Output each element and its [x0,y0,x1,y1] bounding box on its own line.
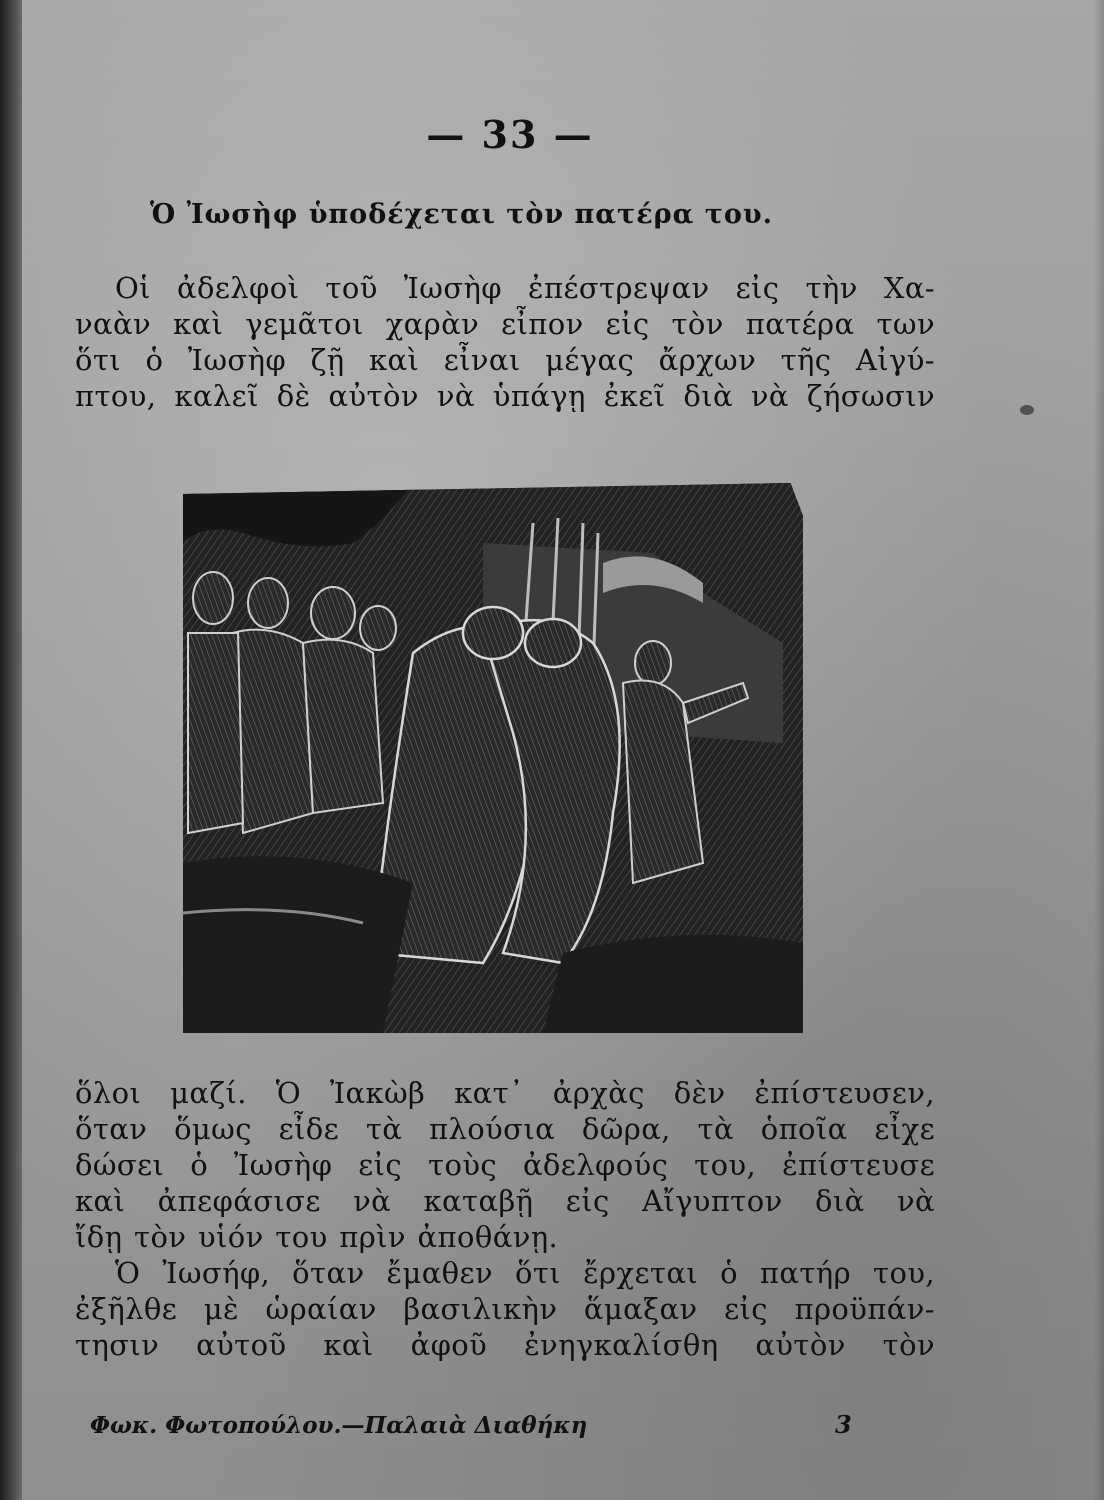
footer-signature-number: 3 [835,1410,852,1439]
page-binding-edge [0,0,22,1500]
text-line: Ὁ Ἰωσήφ, ὅταν ἔμαθεν ὅτι ἔρχεται ὁ πατήρ του, [115,1256,935,1290]
engraving-image [183,483,803,1033]
paragraph-1 [75,270,935,414]
text-line: ὅλοι μαζί. Ὁ Ἰακὼβ κατ᾽ ἀρχὰς δὲν ἐπίστευσεν, [75,1076,935,1110]
text-line: ναὰν καὶ γεμᾶτοι χαρὰν εἶπον εἰς τὸν πατέρα των [75,307,935,341]
text-line: ὅτι ὁ Ἰωσὴφ ζῇ καὶ εἶναι μέγας ἄρχων τῆς Αἰγύ- [75,343,935,377]
text-line: ὅταν ὅμως εἶδε τὰ πλούσια δῶρα, τὰ ὁποῖα εἶχε [75,1112,935,1146]
text-line: πτου, καλεῖ δὲ αὐτὸν νὰ ὑπάγῃ ἐκεῖ διὰ νὰ ζήσωσιν [75,379,935,413]
paragraph-2 [75,1075,935,1363]
text-line: ἴδῃ τὸν υἱόν του πρὶν ἀποθάνῃ. [75,1220,559,1254]
ink-smudge [1020,405,1034,415]
page-number: — 33 — [426,112,594,157]
text-line: καὶ ἀπεφάσισε νὰ καταβῇ εἰς Αἴγυπτον διὰ νὰ [75,1184,935,1218]
chapter-title: Ὁ Ἰωσὴφ ὑποδέχεται τὸν πατέρα του. [150,199,774,230]
footer-source: Φωκ. Φωτοπούλου.—Παλαιὰ Διαθήκη [90,1412,588,1439]
text-line: δώσει ὁ Ἰωσὴφ εἰς τοὺς ἀδελφούς του, ἐπίστευσε [75,1148,935,1182]
page-right-edge [1094,0,1104,1500]
text-line: τησιν αὐτοῦ καὶ ἀφοῦ ἐνηγκαλίσθη αὐτὸν τὸν [75,1328,935,1362]
text-line: ἐξῆλθε μὲ ὡραίαν βασιλικὴν ἅμαξαν εἰς προϋπάν- [75,1292,935,1326]
text-line: Οἱ ἀδελφοὶ τοῦ Ἰωσὴφ ἐπέστρεψαν εἰς τὴν Χα- [115,271,935,305]
engraving-illustration [183,483,803,1033]
